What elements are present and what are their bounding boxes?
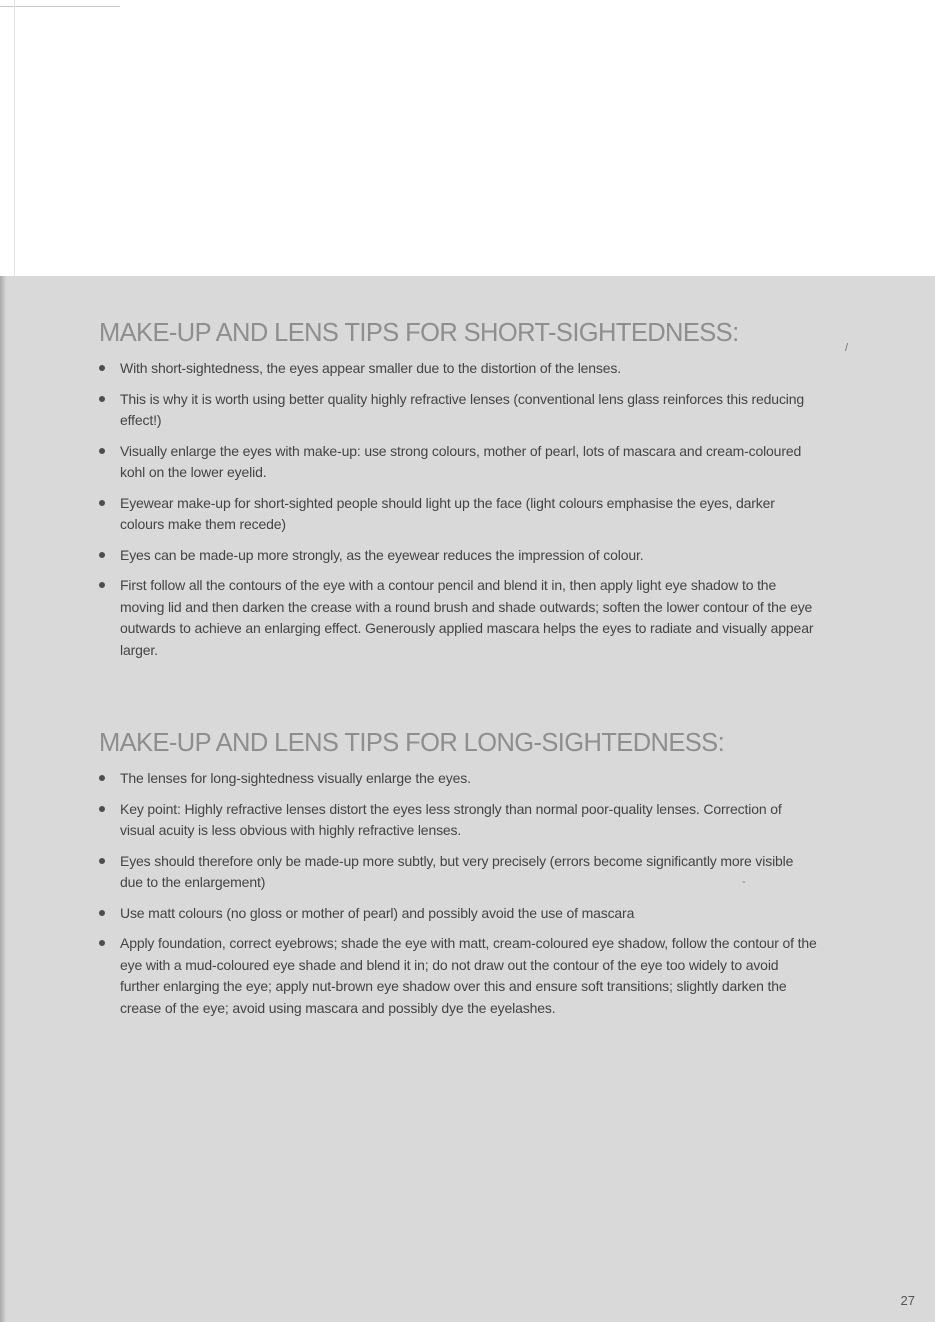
list-item-text: First follow all the contours of the eye with a contour pencil and blend it in, then apply light eye shadow to the moving lid and then darken the crease with a round brush and shade outwards; soften the lower contour of the eye outwards to achieve an enlarging effect. Generously applied mascara helps the eyes to radiate and visually appear larger. [120,577,814,658]
bullet-icon [99,396,105,402]
list-item-text: Eyes can be made-up more strongly, as the eyewear reduces the impression of colour. [120,546,644,563]
list-item [99,903,819,925]
long-sightedness-section [99,728,819,1028]
page-left-edge [14,0,15,276]
bullet-icon [99,500,105,506]
list-item-text: Eyes should therefore only be made-up more subtly, but very precisely (errors become significantly more visible due to the enlargement) [120,852,794,890]
list-item-text: Use matt colours (no gloss or mother of pearl) and possibly avoid the use of mascara [120,904,635,921]
bullet-icon [99,775,105,781]
list-item [99,545,819,567]
list-item-text: This is why it is worth using better quality highly refractive lenses (conventional lens glass reinforces this reducing effect!) [120,390,805,428]
top-rule [0,6,120,7]
list-item-text: With short-sightedness, the eyes appear smaller due to the distortion of the lenses. [120,360,622,376]
pencil-mark: / [845,342,849,354]
list-item [99,799,819,842]
list-item-text: Visually enlarge the eyes with make-up: use strong colours, mother of pearl, lots of mascara and cream-coloured kohl on the lower eyelid. [120,442,802,480]
list-item [99,441,819,484]
tips-list [99,358,819,661]
list-item [99,493,819,536]
page-top-blank [0,0,935,276]
list-item-text: Eyewear make-up for short-sighted people should light up the face (light colours emphasise the eyes, darker colours make them recede) [120,494,775,532]
section-heading: MAKE-UP AND LENS TIPS FOR SHORT-SIGHTEDNESS: [99,319,739,347]
list-item [99,851,819,894]
list-item-text: Key point: Highly refractive lenses distort the eyes less strongly than normal poor-quality lenses. Correction of visual acuity is less obvious with highly refractive lenses. [120,800,782,838]
list-item [99,933,819,1019]
bullet-icon [99,582,105,588]
bullet-icon [99,910,105,916]
list-item [99,768,819,790]
list-item [99,575,819,661]
bullet-icon [99,858,105,864]
bullet-icon [99,552,105,558]
bullet-icon [99,448,105,454]
list-item [99,389,819,432]
list-item-text: Apply foundation, correct eyebrows; shade the eye with matt, cream-coloured eye shadow, follow the contour of the eye with a mud-coloured eye shade and blend it in; do not draw out the contour of the eye too widely to avoid further enlarging the eye; apply nut-brown eye shadow over this and ensure soft transitions; slightly darken the crease of the eye; avoid using mascara and possibly dye the eyelashes. [120,935,817,1016]
binding-shadow [0,276,6,1322]
tips-list [99,768,819,1019]
page-number: 27 [900,1293,915,1308]
short-sightedness-section [99,318,819,670]
bullet-icon [99,940,105,946]
bullet-icon [99,365,105,371]
list-item [99,358,819,380]
section-heading: MAKE-UP AND LENS TIPS FOR LONG-SIGHTEDNESS: [99,729,725,757]
list-item-text: The lenses for long-sightedness visually enlarge the eyes. [120,770,471,786]
pencil-mark: - [742,876,746,888]
bullet-icon [99,806,105,812]
